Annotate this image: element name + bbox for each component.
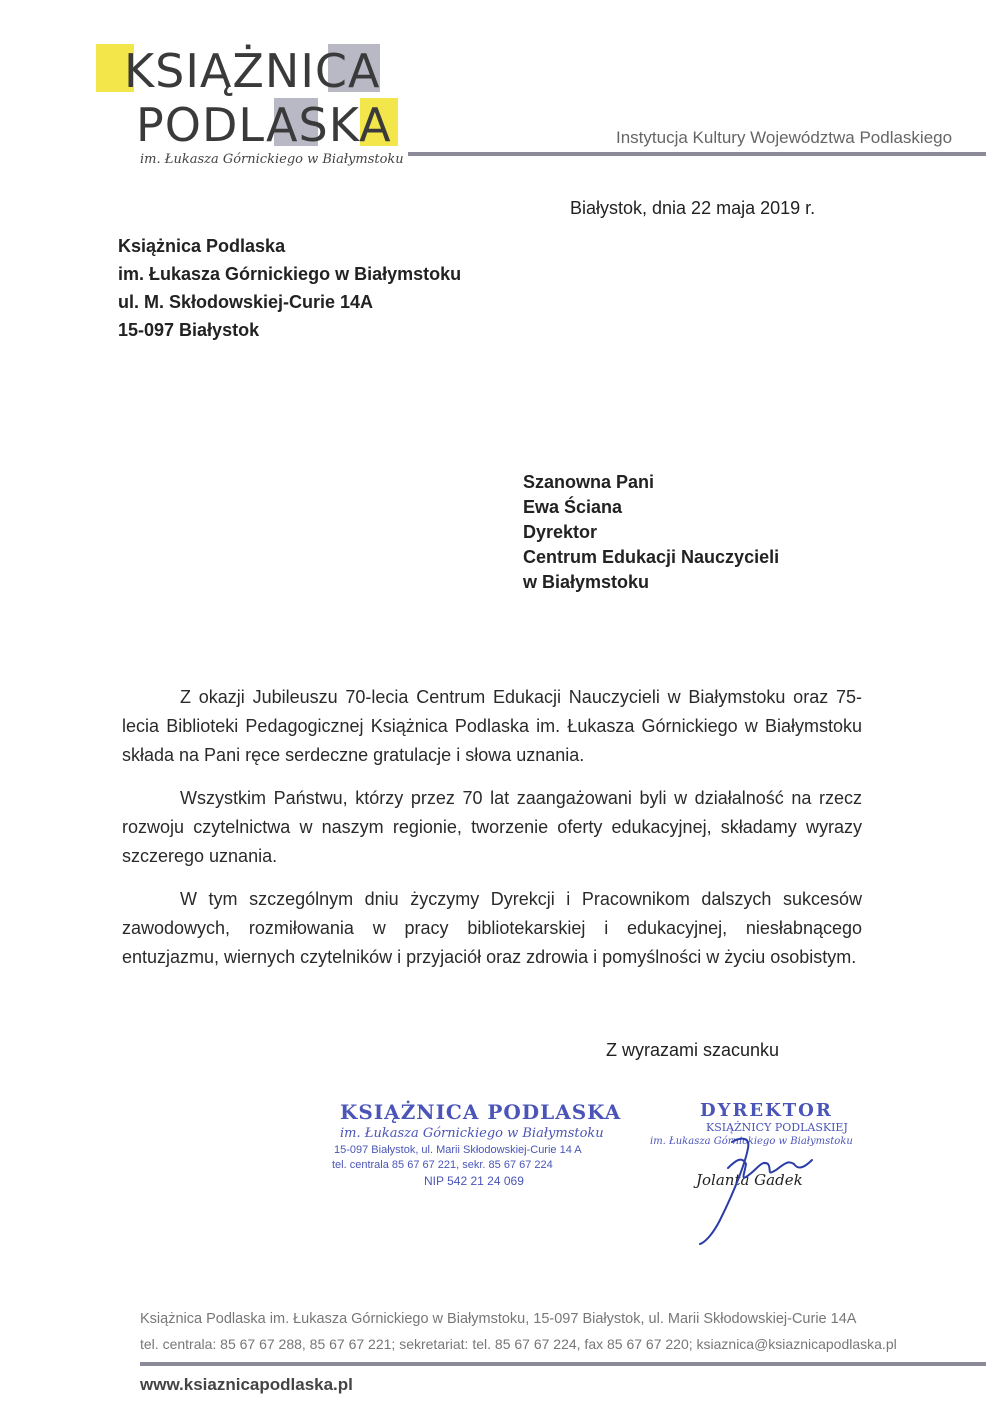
recipient-line: Centrum Edukacji Nauczycieli: [523, 547, 780, 567]
sender-line: 15-097 Białystok: [118, 320, 260, 340]
header-rule: [408, 152, 986, 156]
footer-address: Książnica Podlaska im. Łukasza Górnickiego w Białymstoku, 15-097 Białystok, ul. Marii Skłodowskiej-Curie 14A: [140, 1311, 857, 1327]
director-name: Jolanta Gadek: [696, 1171, 803, 1189]
stamp-phones: tel. centrala 85 67 67 221, sekr. 85 67 67 224: [332, 1159, 553, 1171]
institution-name: Instytucja Kultury Województwa Podlaskiego: [616, 128, 953, 147]
stamp-address: 15-097 Białystok, ul. Marii Skłodowskiej-Curie 14 A: [334, 1144, 582, 1156]
sender-address: [118, 232, 461, 344]
logo-line2: PODLASKA: [136, 98, 392, 152]
footer-contact: tel. centrala: 85 67 67 288, 85 67 67 221; sekretariat: tel. 85 67 67 224, fax 85 67 67 220; ksiaznica@ksiaznicapodlaska.pl: [140, 1336, 897, 1352]
recipient-line: Ewa Ściana: [523, 497, 623, 517]
body-paragraph: Wszystkim Państwu, którzy przez 70 lat zaangażowani byli w działalność na rzecz rozwoju czytelnictwa w naszym regionie, tworzenie oferty edukacyjnej, składamy wyrazy szczerego uznania.: [122, 788, 862, 866]
institution-stamp: [332, 1100, 640, 1188]
body-paragraph: Z okazji Jubileuszu 70-lecia Centrum Edukacji Nauczycieli w Białymstoku oraz 75-lecia Biblioteki Pedagogicznej Książnica Podlaska im. Łukasza Górnickiego w Białymstoku składa na Pani ręce serdeczne gratulacje i słowa uznania.: [122, 687, 862, 765]
letter-body: [122, 683, 862, 986]
logo-subtitle: im. Łukasza Górnickiego w Białymstoku: [140, 152, 404, 167]
letter-date: Białystok, dnia 22 maja 2019 r.: [570, 198, 816, 218]
stamp-nip: NIP 542 21 24 069: [424, 1174, 524, 1188]
website-link[interactable]: www.ksiaznicapodlaska.pl: [140, 1375, 353, 1394]
logo-line1: KSIĄŻNICA: [124, 44, 381, 98]
sender-line: Książnica Podlaska: [118, 236, 286, 256]
sender-line: im. Łukasza Górnickiego w Białymstoku: [118, 264, 462, 284]
footer-rule: [140, 1362, 986, 1366]
logo: [96, 40, 416, 170]
stamp-title: KSIĄŻNICA PODLASKA: [340, 1100, 622, 1124]
sender-line: ul. M. Skłodowskiej-Curie 14A: [118, 292, 374, 312]
recipient-line: Szanowna Pani: [523, 472, 655, 492]
director-stamp-title: DYREKTOR: [700, 1100, 833, 1121]
stamp-subtitle: im. Łukasza Górnickiego w Białymstoku: [340, 1126, 604, 1141]
closing-phrase: Z wyrazami szacunku: [606, 1040, 780, 1060]
recipient-line: Dyrektor: [523, 522, 598, 542]
director-stamp-line3: im. Łukasza Górnickiego w Białymstoku: [650, 1136, 853, 1147]
recipient-address: [523, 470, 779, 595]
signature-icon: [680, 1130, 850, 1250]
recipient-line: w Białymstoku: [523, 572, 650, 592]
director-stamp-line2: KSIĄŻNICY PODLASKIEJ: [706, 1121, 848, 1134]
body-paragraph: W tym szczególnym dniu życzymy Dyrekcji i Pracownikom dalszych sukcesów zawodowych, rozmiłowania w pracy bibliotekarskiej i edukacyjnej, niesłabnącego entuzjazmu, wiernych czytelników i przyjaciół oraz zdrowia i pomyślności w życiu osobistym.: [122, 889, 862, 967]
